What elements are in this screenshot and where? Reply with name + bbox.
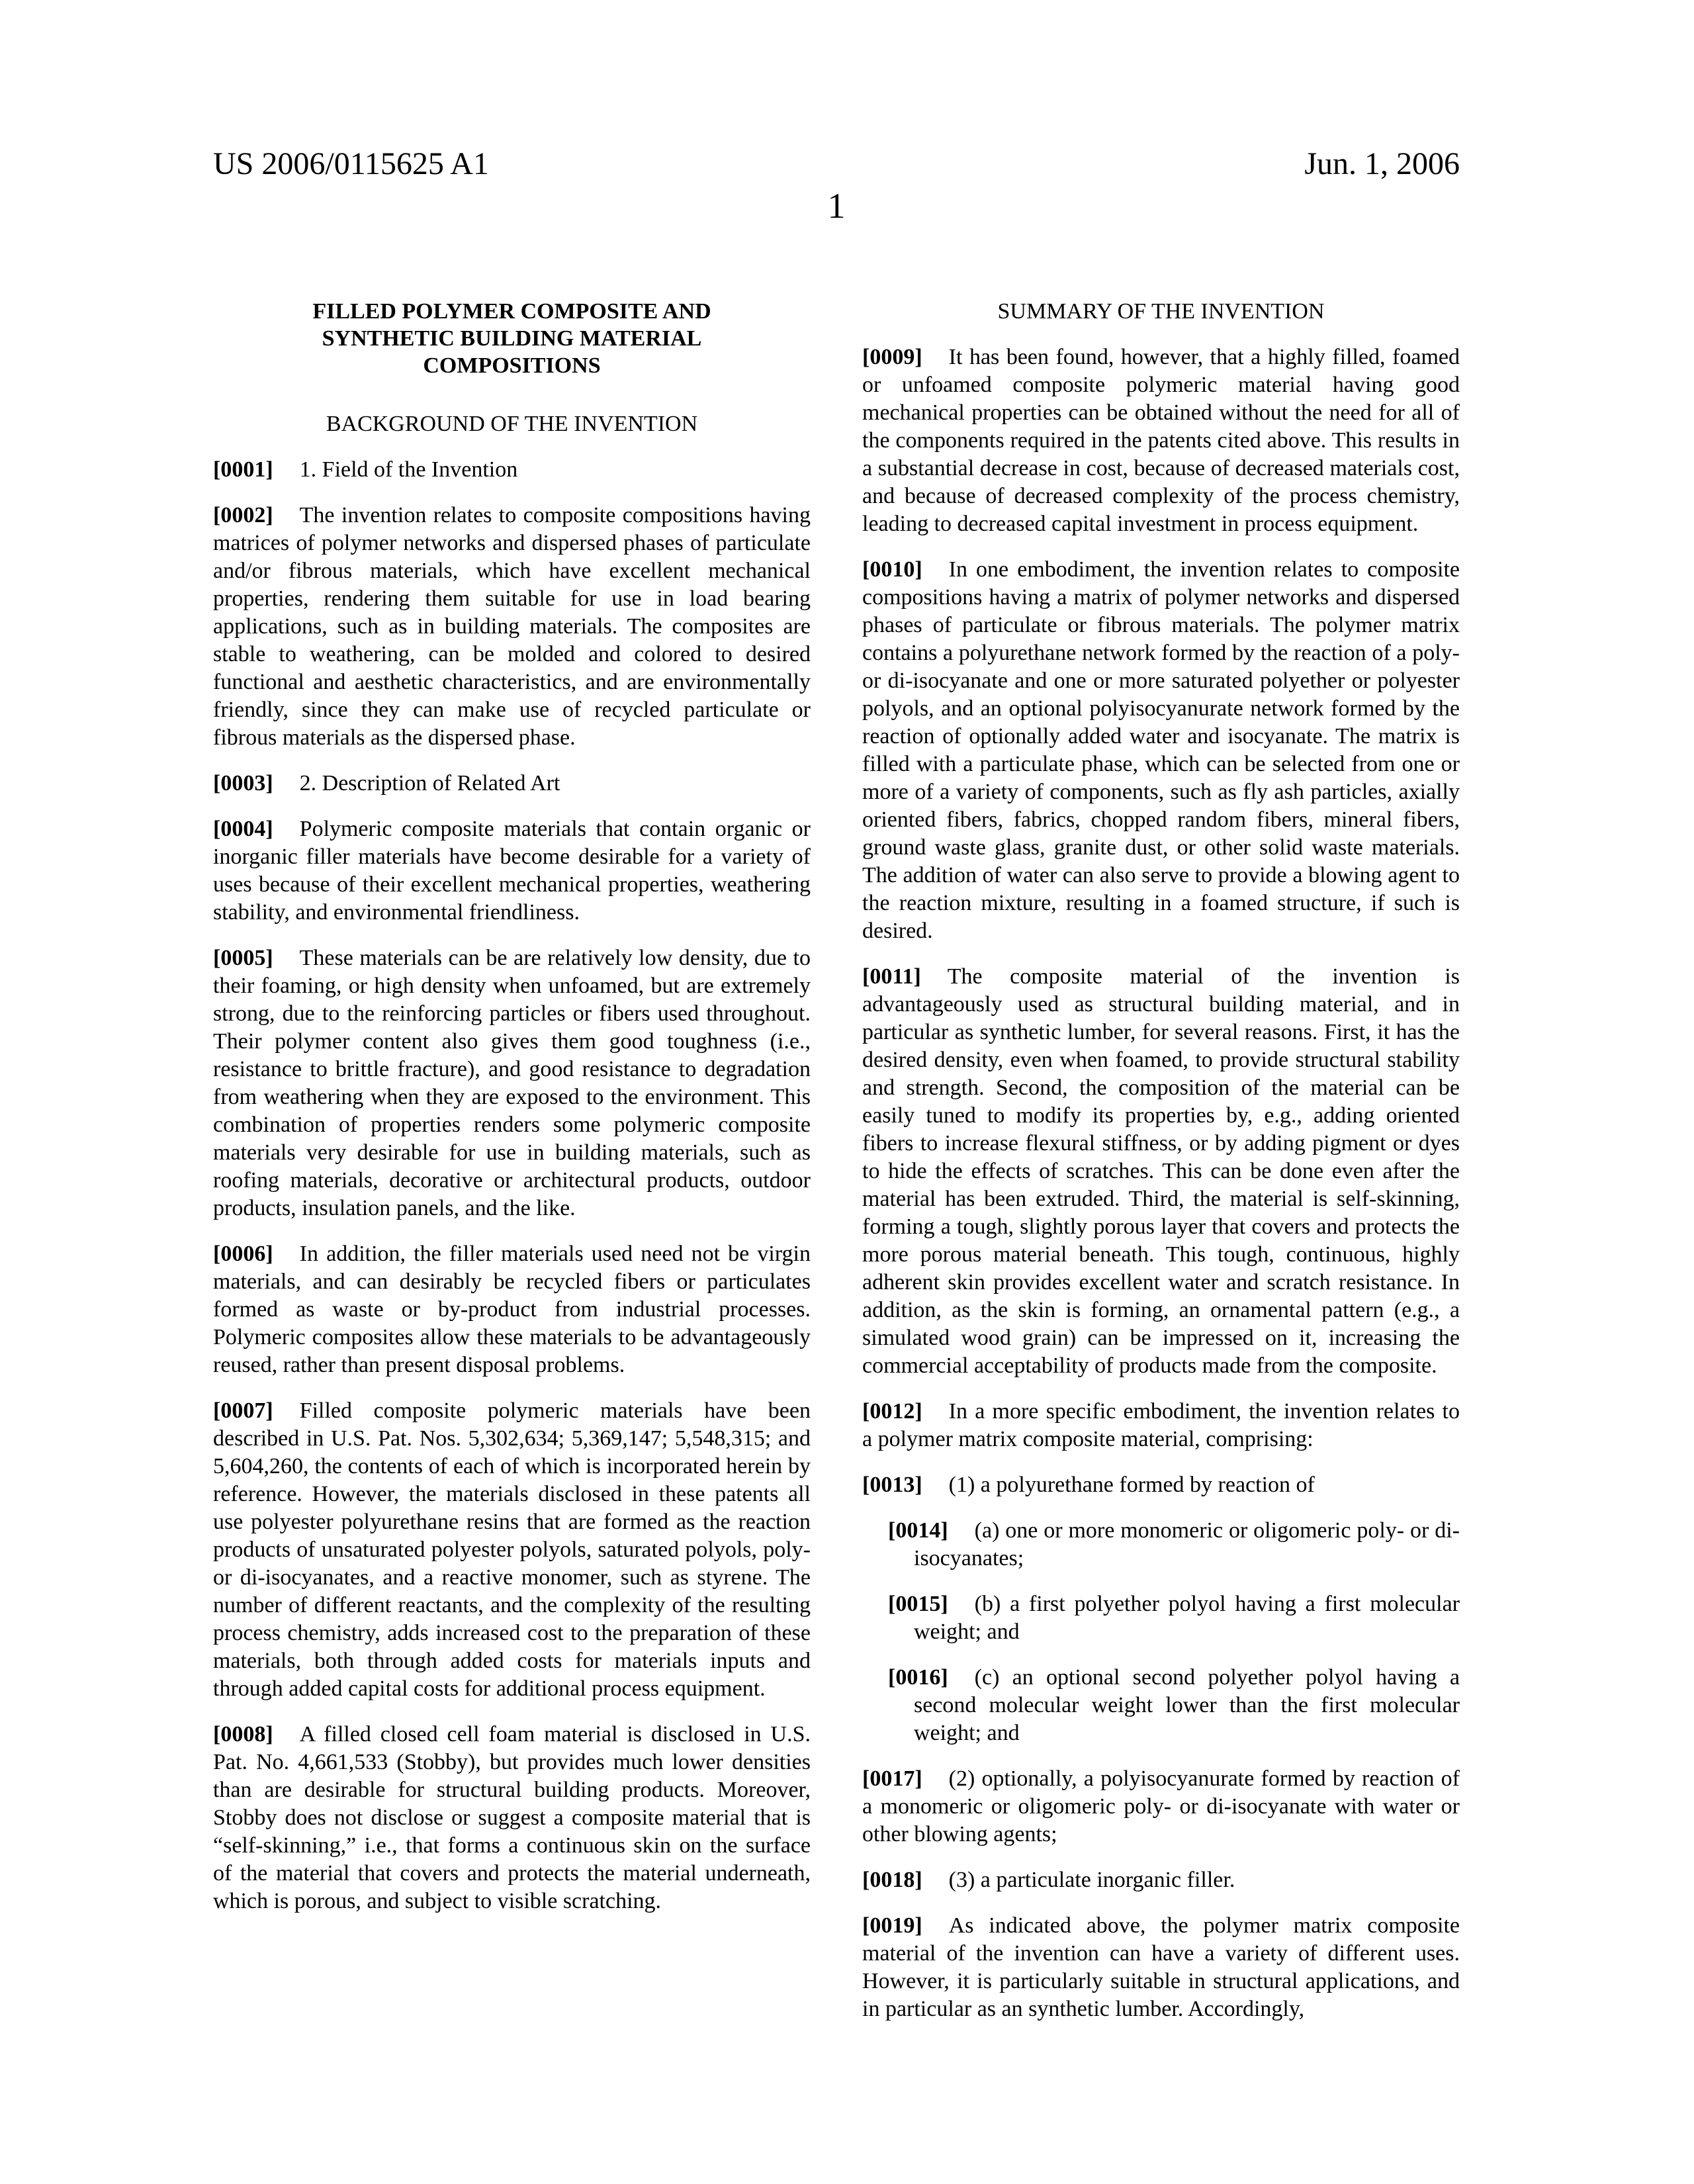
paragraph-0015 — [862, 1590, 1460, 1646]
paragraph-text: (1) a polyurethane formed by reaction of — [948, 1473, 1315, 1497]
paragraph-text: (c) an optional second polyether polyol having a second molecular weight lower than the first molecular weight; and — [914, 1665, 1460, 1745]
paragraph-number: [0019] — [862, 1913, 922, 1938]
paragraph-text: (a) one or more monomeric or oligomeric poly- or di-isocyanates; — [914, 1518, 1460, 1570]
paragraph-text: Filled composite polymeric materials have been described in U.S. Pat. Nos. 5,302,634; 5,369,147; 5,548,315; and 5,604,260, the contents of each of which is incorporated herein by reference. However, the materials disclosed in these patents all use polyester polyurethane resins that are formed as the reaction products of unsaturated polyester polyols, saturated polyols, poly- or di-isocyanates, and a reactive monomer, such as styrene. The number of different reactants, and the complexity of the resulting process chemistry, adds increased cost to the preparation of these materials, both through added costs for materials inputs and through added capital costs for additional process equipment. — [213, 1398, 811, 1701]
paragraph-0006 — [213, 1240, 811, 1379]
paragraph-text: The composite material of the invention is advantageously used as structural building material, and in particular as synthetic lumber, for several reasons. First, it has the desired density, even when foamed, to provide structural stability and strength. Second, the composition of the material can be easily tuned to modify its properties by, e.g., adding oriented fibers to increase flexural stiffness, or by adding pigment or dyes to hide the effects of scratches. This can be done even after the material has been extruded. Third, the material is self-skinning, forming a tough, slightly porous layer that covers and protects the more porous material beneath. This tough, continuous, highly adherent skin provides excellent water and scratch resistance. In addition, as the skin is forming, an ornamental pattern (e.g., a simulated wood grain) can be impressed on it, increasing the commercial acceptability of products made from the composite. — [862, 964, 1460, 1378]
paragraph-text: It has been found, however, that a highly filled, foamed or unfoamed composite polymeric material having good mechanical properties can be obtained without the need for all of the components required in the patents cited above. This results in a substantial decrease in cost, because of decreased materials cost, and because of decreased complexity of the process chemistry, leading to decreased capital investment in process equipment. — [862, 345, 1460, 536]
paragraph-0017 — [862, 1765, 1460, 1848]
paragraph-number: [0013] — [862, 1473, 922, 1497]
paragraph-number: [0014] — [888, 1518, 948, 1543]
paragraph-text: 2. Description of Related Art — [299, 771, 560, 796]
paragraph-number: [0003] — [213, 771, 273, 796]
paragraph-number: [0004] — [213, 817, 273, 841]
paragraph-text: These materials can be are relatively low density, due to their foaming, or high density when unfoamed, but are extremely strong, due to the reinforcing particles or fibers used throughout. Their polymer content also gives them good toughness (i.e., resistance to brittle fracture), and good resistance to degradation from weathering when they are exposed to the environment. This combination of properties renders some polymeric composite materials very desirable for use in building materials, such as roofing materials, decorative or architectural products, outdoor products, insulation panels, and the like. — [213, 946, 811, 1220]
paragraph-text: 1. Field of the Invention — [299, 457, 518, 482]
paragraph-0005 — [213, 944, 811, 1222]
paragraph-number: [0007] — [213, 1398, 273, 1423]
paragraph-0016 — [862, 1664, 1460, 1747]
paragraph-0013 — [862, 1471, 1460, 1499]
paragraph-0014 — [862, 1517, 1460, 1572]
background-paragraphs — [213, 456, 811, 1915]
invention-title: FILLED POLYMER COMPOSITE AND SYNTHETIC BUILDING MATERIAL COMPOSITIONS — [312, 299, 711, 378]
paragraph-text: In a more specific embodiment, the invention relates to a polymer matrix composite material, comprising: — [862, 1399, 1460, 1451]
paragraph-text: In one embodiment, the invention relates to composite compositions having a matrix of polymer networks and dispersed phases of particulate or fibrous materials. The polymer matrix contains a polyurethane network formed by the reaction of a poly- or di-isocyanate and one or more saturated polyether or polyester polyols, and an optional polyisocyanurate network formed by the reaction of optionally added water and isocyanate. The matrix is filled with a particulate phase, which can be selected from one or more of a variety of components, such as fly ash particles, axially oriented fibers, fabrics, chopped random fibers, mineral fibers, ground waste glass, granite dust, or other solid waste materials. The addition of water can also serve to provide a blowing agent to the reaction mixture, resulting in a foamed structure, if such is desired. — [862, 557, 1460, 943]
paragraph-0003 — [213, 770, 811, 797]
paragraph-number: [0008] — [213, 1722, 273, 1747]
publication-number: US 2006/0115625 A1 — [213, 146, 489, 181]
paragraph-number: [0006] — [213, 1242, 273, 1266]
paragraph-text: (3) a particulate inorganic filler. — [948, 1868, 1235, 1892]
paragraph-0019 — [862, 1912, 1460, 2023]
paragraph-number: [0009] — [862, 345, 922, 369]
publication-date: Jun. 1, 2006 — [1304, 146, 1460, 181]
paragraph-0008 — [213, 1721, 811, 1915]
paragraph-number: [0005] — [213, 946, 273, 970]
paragraph-text: A filled closed cell foam material is disclosed in U.S. Pat. No. 4,661,533 (Stobby), but provides much lower densities than are desirable for structural building products. Moreover, Stobby does not disclose or suggest a composite material that is “self-skinning,” i.e., that forms a continuous skin on the surface of the material that covers and protects the material underneath, which is porous, and subject to visible scratching. — [213, 1722, 811, 1913]
paragraph-number: [0016] — [888, 1665, 948, 1690]
summary-paragraphs — [862, 343, 1460, 2023]
paragraph-number: [0001] — [213, 457, 273, 482]
paragraph-0004 — [213, 815, 811, 927]
paragraph-0011 — [862, 963, 1460, 1380]
paragraph-number: [0002] — [213, 503, 273, 527]
paragraph-number: [0011] — [862, 964, 921, 989]
background-section-heading: BACKGROUND OF THE INVENTION — [326, 412, 698, 436]
paragraph-0007 — [213, 1397, 811, 1703]
page-number: 1 — [827, 186, 846, 226]
paragraph-text: In addition, the filler materials used need not be virgin materials, and can desirably be recycled fibers or particulates formed as waste or by-product from industrial processes. Polymeric composites allow these materials to be advantageously reused, rather than present disposal problems. — [213, 1242, 811, 1377]
paragraph-text: As indicated above, the polymer matrix composite material of the invention can have a variety of different uses. However, it is particularly suitable in structural applications, and in particular as an synthetic lumber. Accordingly, — [862, 1913, 1460, 2021]
paragraph-number: [0010] — [862, 557, 922, 582]
paragraph-0001 — [213, 456, 811, 484]
summary-section-heading: SUMMARY OF THE INVENTION — [997, 299, 1325, 324]
paragraph-0018 — [862, 1866, 1460, 1894]
left-column — [213, 298, 811, 1915]
paragraph-text: (2) optionally, a polyisocyanurate formed by reaction of a monomeric or oligomeric poly- or di-isocyanate with water or other blowing agents; — [862, 1766, 1460, 1846]
running-header — [213, 148, 1460, 180]
paragraph-text: Polymeric composite materials that contain organic or inorganic filler materials have become desirable for a variety of uses because of their excellent mechanical properties, weathering stability, and environmental friendliness. — [213, 817, 811, 925]
paragraph-text: (b) a first polyether polyol having a first molecular weight; and — [914, 1592, 1460, 1644]
paragraph-0002 — [213, 502, 811, 752]
paragraph-number: [0017] — [862, 1766, 922, 1791]
paragraph-number: [0018] — [862, 1868, 922, 1892]
paragraph-number: [0015] — [888, 1592, 948, 1616]
document-columns — [213, 298, 1460, 2023]
paragraph-text: The invention relates to composite compositions having matrices of polymer networks and dispersed phases of particulate and/or fibrous materials, which have excellent mechanical properties, rendering them suitable for use in load bearing applications, such as in building materials. The composites are stable to weathering, can be molded and colored to desired functional and aesthetic characteristics, and are environmentally friendly, since they can make use of recycled particulate or fibrous materials as the dispersed phase. — [213, 503, 811, 750]
right-column — [862, 298, 1460, 2023]
paragraph-0009 — [862, 343, 1460, 538]
paragraph-0010 — [862, 556, 1460, 945]
paragraph-0012 — [862, 1398, 1460, 1453]
paragraph-number: [0012] — [862, 1399, 922, 1424]
